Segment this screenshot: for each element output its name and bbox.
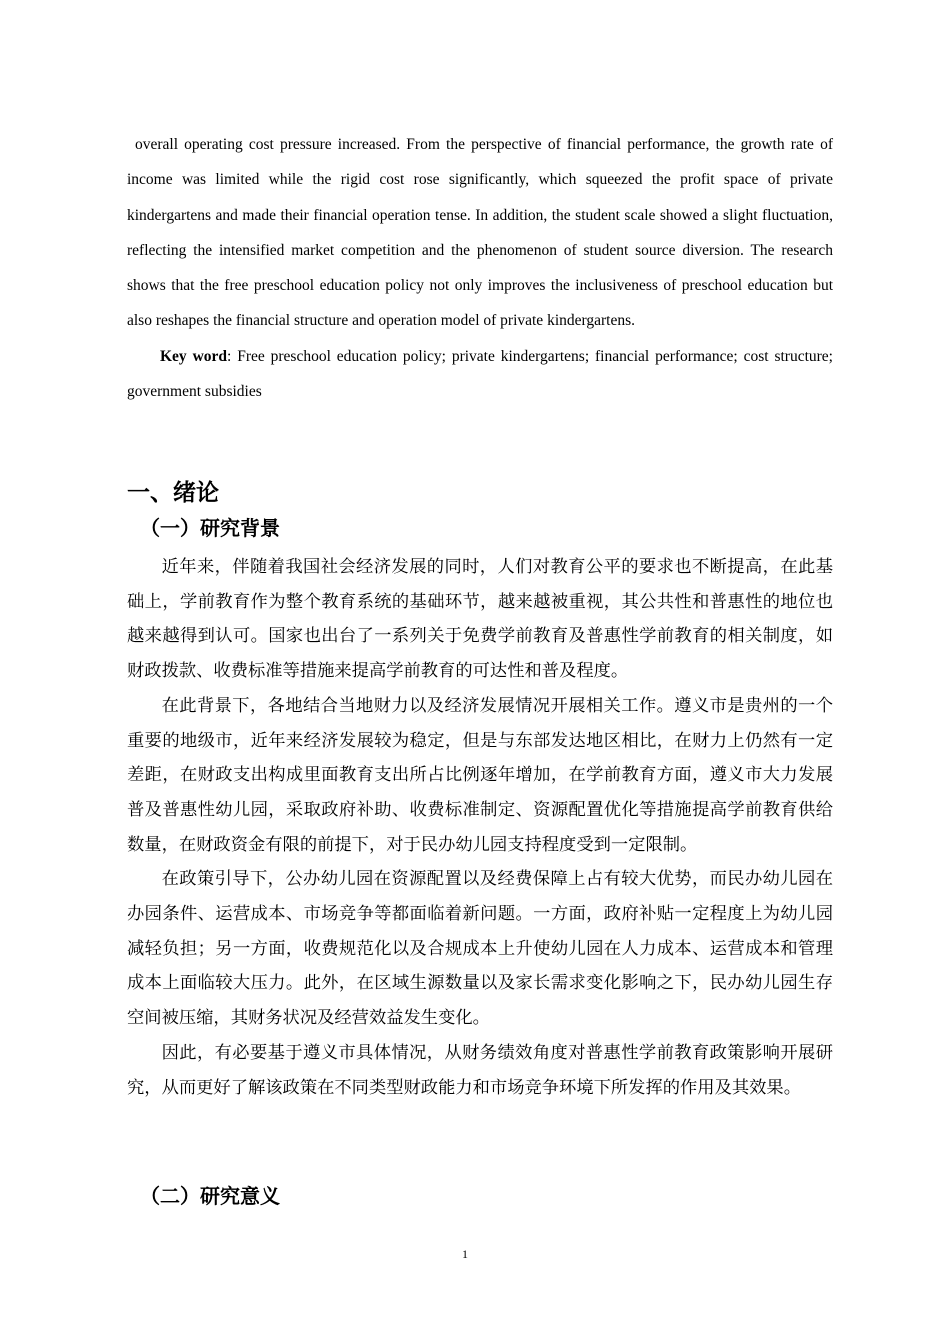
section-title-background: （一）研究背景 <box>140 516 280 540</box>
chapter-title: 一、绪论 <box>127 480 219 506</box>
abstract-block <box>127 127 833 409</box>
body-paragraph: 近年来，伴随着我国社会经济发展的同时，人们对教育公平的要求也不断提高，在此基础上，学前教育作为整个教育系统的基础环节，越来越被重视，其公共性和普惠性的地位也越来越得到认可。国家也出台了一系列关于免费学前教育及普惠性学前教育的相关制度，如财政拨款、收费标准等措施来提高学前教育的可达性和普及程度。 <box>127 557 833 682</box>
keywords-text: : Free preschool education policy; private kindergartens; financial performance; cost structure; government subsidies <box>127 347 833 401</box>
body-paragraph: 在政策引导下，公办幼儿园在资源配置以及经费保障上占有较大优势，而民办幼儿园在办园条件、运营成本、市场竞争等都面临着新问题。一方面，政府补贴一定程度上为幼儿园减轻负担；另一方面，收费规范化以及合规成本上升使幼儿园在人力成本、运营成本和管理成本上面临较大压力。此外，在区域生源数量以及家长需求变化影响之下，民办幼儿园生存空间被压缩，其财务状况及经营效益发生变化。 <box>127 869 833 1029</box>
keywords-line <box>127 339 833 410</box>
section-background-body <box>127 550 833 1105</box>
page-number: 1 <box>462 1247 468 1261</box>
abstract-paragraph: overall operating cost pressure increased. From the perspective of financial performance, the growth rate of income was limited while the rigid cost rose significantly, which squeezed the profit space of private kindergartens and made their financial operation tense. In addition, the student scale showed a slight fluctuation, reflecting the intensified market competition and the phenomenon of student source diversion. The research shows that the free preschool education policy not only improves the inclusiveness of preschool education but also reshapes the financial structure and operation model of private kindergartens. <box>127 136 833 330</box>
keywords-label: Key word <box>160 347 228 365</box>
body-paragraph: 因此，有必要基于遵义市具体情况，从财务绩效角度对普惠性学前教育政策影响开展研究，从而更好了解该政策在不同类型财政能力和市场竞争环境下所发挥的作用及其效果。 <box>127 1042 833 1098</box>
body-paragraph: 在此背景下，各地结合当地财力以及经济发展情况开展相关工作。遵义市是贵州的一个重要的地级市，近年来经济发展较为稳定，但是与东部发达地区相比，在财力上仍然有一定差距，在财政支出构成里面教育支出所占比例逐年增加，在学前教育方面，遵义市大力发展普及普惠性幼儿园，采取政府补助、收费标准制定、资源配置优化等措施提高学前教育供给数量，在财政资金有限的前提下，对于民办幼儿园支持程度受到一定限制。 <box>127 695 833 855</box>
section-title-significance: （二）研究意义 <box>140 1184 280 1208</box>
